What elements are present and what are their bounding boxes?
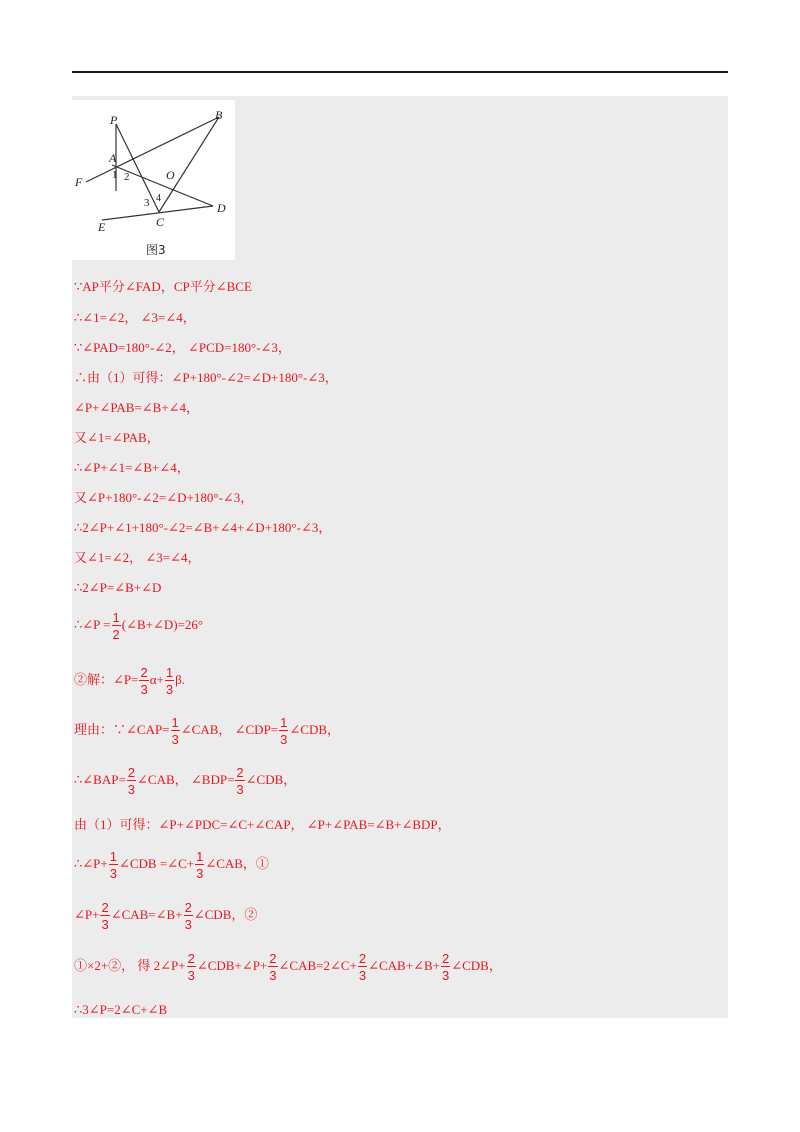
label-angle-2: 2: [124, 171, 130, 183]
fraction-two-thirds: [100, 901, 109, 931]
geometry-figure: [72, 100, 235, 260]
line-18-a: ∠P+: [74, 906, 100, 922]
fraction-numerator: 1: [109, 849, 117, 864]
line-5: ∠P+∠PAB=∠B+∠4，: [74, 400, 200, 415]
figure-diagram: [72, 100, 235, 260]
line-19-a: ①×2+②， 得 2∠P+: [74, 957, 186, 973]
label-angle-3: 3: [144, 197, 150, 209]
line-14-b: ∠CAB， ∠CDP=: [180, 721, 279, 737]
line-12: [74, 611, 203, 641]
line-18-c: ∠CDB，②: [193, 906, 258, 922]
fraction-numerator: 1: [280, 715, 288, 730]
fraction-denominator: 3: [109, 866, 117, 881]
fraction-denominator: 3: [358, 968, 367, 983]
line-14: [74, 716, 340, 746]
fraction-denominator: 3: [280, 732, 288, 747]
fraction-numerator: 2: [140, 665, 148, 680]
label-angle-4: 4: [156, 193, 161, 204]
fraction-denominator: 3: [269, 968, 277, 983]
line-1: ∵AP平分∠FAD，CP平分∠BCE: [74, 279, 252, 294]
line-11: ∴2∠P=∠B+∠D: [74, 580, 162, 595]
line-20: ∴3∠P=2∠C+∠B: [74, 1002, 168, 1017]
fraction-two-thirds: [184, 901, 193, 931]
line-18-b: ∠CAB=∠B+: [110, 906, 183, 922]
fraction-one-third: [195, 850, 204, 880]
fraction-two-thirds: [235, 766, 244, 796]
line-3: ∵∠PAD=180°-∠2， ∠PCD=180°-∠3，: [74, 340, 291, 355]
label-D: D: [217, 201, 226, 215]
label-E: E: [98, 220, 106, 234]
line-12-b: (∠B+∠D)=26°: [121, 616, 204, 632]
fraction-two-thirds: [187, 952, 196, 982]
line-2: ∴∠1=∠2， ∠3=∠4，: [74, 310, 196, 325]
line-PC: [116, 124, 159, 212]
line-10: 又∠1=∠2， ∠3=∠4，: [74, 550, 201, 565]
line-18: [74, 901, 257, 931]
fraction-two-thirds: [441, 952, 450, 982]
label-B: B: [215, 108, 223, 122]
fraction-numerator: 2: [184, 900, 192, 915]
fraction-two-thirds: [139, 666, 148, 696]
label-A: A: [109, 151, 117, 165]
label-angle-1: 1: [112, 169, 118, 181]
fraction-numerator: 2: [236, 765, 244, 780]
fraction-one-third: [279, 716, 288, 746]
line-13-c: β.: [175, 671, 185, 687]
fraction-denominator: 3: [236, 782, 244, 797]
fraction-numerator: 2: [187, 951, 195, 966]
fraction-denominator: 3: [165, 682, 174, 697]
line-19: [74, 952, 502, 982]
fraction-two-thirds: [268, 952, 277, 982]
line-17: [74, 850, 269, 880]
line-19-b: ∠CDB+∠P+: [196, 957, 268, 973]
line-15-b: ∠CAB， ∠BDP=: [137, 771, 235, 787]
line-15-c: ∠CDB，: [245, 771, 297, 787]
fraction-denominator: 3: [441, 968, 450, 983]
fraction-denominator: 3: [184, 917, 192, 932]
line-15-a: ∴∠BAP=: [74, 771, 126, 787]
line-9: ∴2∠P+∠1+180°-∠2=∠B+∠4+∠D+180°-∠3，: [74, 520, 332, 535]
fraction-numerator: 1: [112, 610, 120, 625]
line-4: ∴由（1）可得：∠P+180°-∠2=∠D+180°-∠3，: [74, 370, 338, 385]
line-17-c: ∠CAB，①: [205, 855, 269, 871]
line-19-e: ∠CDB，: [451, 957, 502, 973]
line-8: 又∠P+180°-∠2=∠D+180°-∠3，: [74, 490, 254, 505]
fraction-denominator: 3: [171, 732, 179, 747]
fraction-denominator: 2: [112, 627, 120, 642]
line-15: [74, 766, 296, 796]
line-14-c: ∠CDB，: [289, 721, 340, 737]
fraction-numerator: 2: [441, 951, 450, 966]
line-12-a: ∴∠P =: [74, 616, 111, 632]
fraction-two-thirds: [127, 766, 136, 796]
line-13: [74, 666, 185, 696]
fraction-numerator: 2: [358, 951, 367, 966]
label-P: P: [110, 113, 118, 127]
line-13-b: α+: [149, 671, 164, 687]
fraction-one-third: [171, 716, 180, 746]
fraction-denominator: 3: [140, 682, 148, 697]
fraction-numerator: 1: [196, 849, 204, 864]
line-6: 又∠1=∠PAB，: [74, 430, 160, 445]
fraction-numerator: 2: [127, 765, 136, 780]
line-7: ∴∠P+∠1=∠B+∠4，: [74, 460, 190, 475]
line-19-c: ∠CAB=2∠C+: [278, 957, 357, 973]
line-17-b: ∠CDB =∠C+: [118, 855, 195, 871]
fraction-one-half: [112, 611, 121, 641]
figure-caption: 图3: [146, 243, 166, 257]
line-16: 由（1）可得：∠P+∠PDC=∠C+∠CAP， ∠P+∠PAB=∠B+∠BDP，: [74, 817, 451, 832]
fraction-denominator: 3: [196, 866, 204, 881]
line-13-a: ②解：∠P=: [74, 671, 139, 687]
fraction-denominator: 3: [187, 968, 195, 983]
label-O: O: [166, 168, 175, 182]
fraction-numerator: 1: [171, 715, 179, 730]
fraction-two-thirds: [358, 952, 367, 982]
label-C: C: [156, 215, 165, 229]
line-17-a: ∴∠P+: [74, 855, 108, 871]
line-19-d: ∠CAB+∠B+: [368, 957, 440, 973]
fraction-numerator: 2: [269, 951, 277, 966]
line-14-a: 理由：∵∠CAP=: [74, 721, 170, 737]
fraction-numerator: 1: [165, 665, 174, 680]
header-rule: [72, 71, 728, 73]
fraction-denominator: 3: [101, 917, 109, 932]
fraction-denominator: 3: [127, 782, 136, 797]
fraction-one-third: [109, 850, 118, 880]
label-F: F: [75, 175, 83, 189]
fraction-numerator: 2: [101, 900, 109, 915]
fraction-one-third: [165, 666, 174, 696]
